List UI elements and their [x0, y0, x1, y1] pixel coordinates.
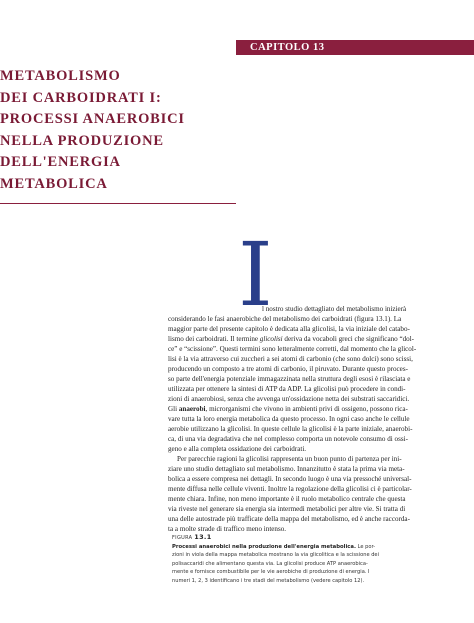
text-run: , microrganismi che vivono in ambienti privi di ossigeno, possono rica-	[205, 405, 408, 414]
figure-label-text: FIGURA	[172, 535, 193, 541]
chapter-title	[0, 66, 240, 195]
title-divider	[0, 203, 236, 204]
text-line: l nostro studio dettagliato del metabolismo inizierà	[262, 305, 407, 313]
text-line: via riveste nel generare sia energia sia intermedi metabolici per altre vie. Si tratta di	[168, 505, 406, 514]
text-line: zioni di anaerobiosi, senza che avvenga un'ossidazione netta dei substrati saccaridici.	[168, 395, 410, 404]
title-line: NELLA PRODUZIONE	[0, 132, 164, 149]
text-line: geno e alla completa ossidazione dei carboidrati.	[168, 445, 307, 454]
text-line: mente diffusa nelle cellule viventi. Inoltre la regolazione della glicolisi ci è particolar-	[168, 485, 412, 494]
term-anaerobi: anaerobi	[178, 405, 206, 414]
text-line: ce” e “scissione”. Questi termini sono letteralmente corretti, dal momento che la glicol-	[168, 345, 417, 354]
text-line: maggior parte del presente capitolo è dedicata alla glicolisi, la via iniziale del catabo-	[168, 325, 410, 334]
text-line: bolica a essere compresa nei dettagli. In secondo luogo è una via pressoché universal-	[168, 475, 412, 484]
text-line: ca, di una via degradativa che nel complesso comporta un notevole consumo di ossi-	[168, 435, 408, 444]
text-line: utilizzata per ottenere la sintesi di ATP da ADP. La glicolisi può procedere in condi-	[168, 385, 406, 394]
caption-line	[172, 543, 462, 551]
caption-line: zioni in viola della mappa metabolica mostrano la via glicolitica e la scissione dei	[172, 552, 379, 559]
caption-text: Le por-	[356, 544, 376, 550]
text-run: Gli	[168, 405, 179, 414]
text-line: ta a molte strade di traffico meno intenso.	[168, 525, 287, 534]
title-line: PROCESSI ANAEROBICI	[0, 111, 185, 127]
caption-line: mente e fornisce combustibile per le vie aerobiche di produzione di energia. I	[172, 569, 370, 576]
title-line: DEI CARBOIDRATI I:	[0, 89, 162, 106]
text-line: so parte dell'energia potenziale immagazzinata nella struttura degli esosi è rilasciata e	[168, 375, 411, 384]
caption-title: Processi anaerobici nella produzione dell'energia metabolica.	[172, 544, 357, 550]
text-line: una delle autostrade più trafficate della mappa del metabolismo, ed è anche raccorda-	[168, 515, 410, 524]
title-line: METABOLISMO	[0, 68, 121, 84]
drop-cap: I	[238, 223, 273, 326]
text-run: lismo dei carboidrati. Il termine	[168, 335, 260, 344]
title-line: METABOLICA	[0, 175, 108, 192]
caption-line: numeri 1, 2, 3 identificano i tre stadi del metabolismo (vedere capitolo 12).	[172, 577, 365, 584]
article-body	[168, 304, 455, 534]
figure-label	[172, 533, 462, 543]
title-line: DELL'ENERGIA	[0, 154, 121, 170]
text-line	[168, 404, 455, 414]
text-line: producendo un composto a tre atomi di carbonio, il piruvato. Durante questo proces-	[168, 365, 408, 374]
text-line: lisi è la via attraverso cui zuccheri a sei atomi di carbonio (che sono dolci) sono scissi,	[168, 355, 413, 364]
chapter-label: CAPITOLO 13	[236, 40, 474, 55]
text-line	[168, 334, 455, 344]
figure-caption	[172, 533, 462, 585]
text-line: mente chiara. Infine, non meno importante è il ruolo metabolico centrale che questa	[168, 495, 406, 504]
figure-number: 13.1	[194, 533, 212, 541]
term-glicolisi: glicolisi	[259, 335, 283, 344]
text-run: deriva da vocaboli greci che significano “dol-	[282, 335, 415, 344]
text-line: Per parecchie ragioni la glicolisi rappresenta un buon punto di partenza per ini-	[177, 455, 402, 464]
caption-line: polisaccaridi che alimentano questa via. La glicolisi produce ATP anaerobica-	[172, 560, 368, 567]
text-line: aerobie utilizzano la glicolisi. In queste cellule la glicolisi è la parte iniziale, anaerobi-	[168, 425, 413, 434]
text-line: vare tutta la loro energia metabolica da questo processo. In ogni caso anche le cellule	[168, 415, 410, 424]
text-line: considerando le fasi anaerobiche del metabolismo dei carboidrati (figura 13.1). La	[168, 315, 402, 324]
text-line: ziare uno studio dettagliato sul metabolismo. Innanzitutto è stata la prima via meta-	[168, 465, 405, 474]
